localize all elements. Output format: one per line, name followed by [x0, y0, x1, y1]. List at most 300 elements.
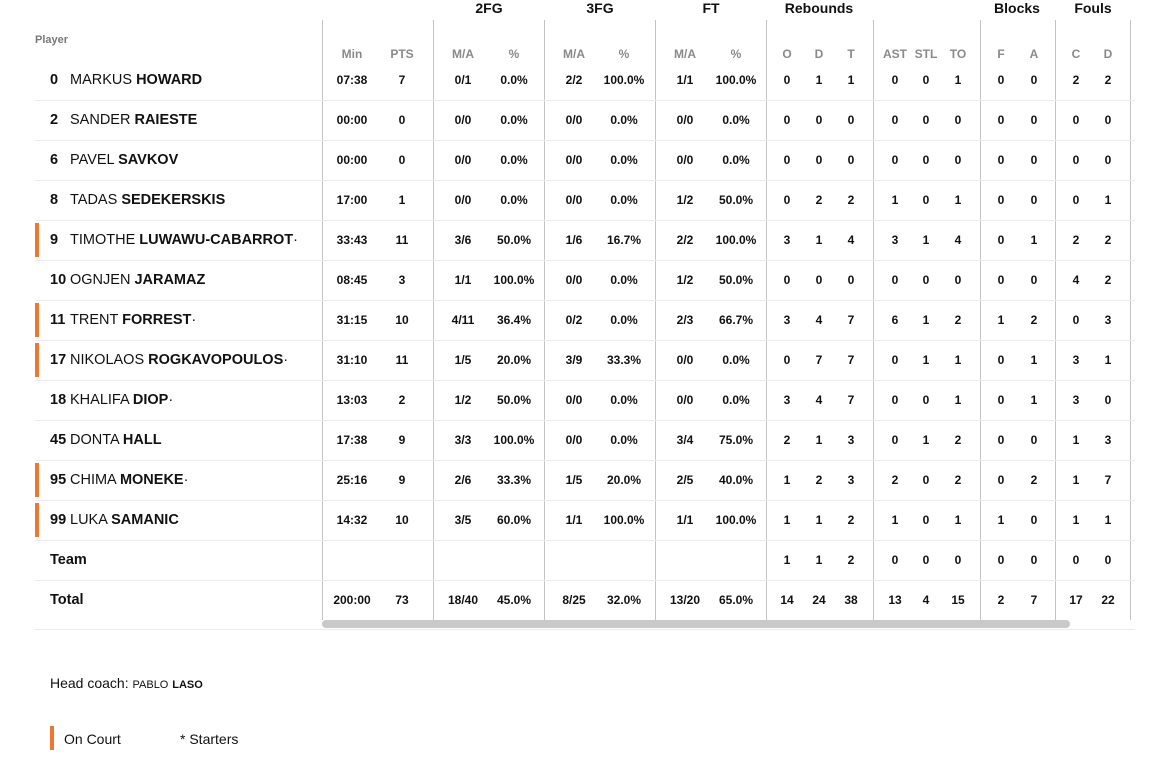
player-first-name: PAVEL [70, 152, 115, 168]
stat-ft-made-att: 1/1 [676, 513, 694, 527]
player-column-header: Player [35, 34, 69, 46]
stat-fg2-pct [484, 540, 544, 580]
starter-marker: · [283, 352, 289, 368]
stat-fouls-committed: 2 [1072, 73, 1080, 87]
stat-fouls-drawn: 22 [1101, 593, 1115, 607]
stat-to: 1 [954, 393, 962, 407]
player-row[interactable] [0, 140, 1165, 180]
stat-fg3-pct: 32.0% [606, 593, 642, 607]
head-coach [50, 675, 203, 691]
stat-fg2-made-att: 3/3 [454, 433, 472, 447]
stat-reb-def: 2 [815, 193, 823, 207]
stat-fg2-pct: 20.0% [496, 353, 532, 367]
stat-blk-against: 2 [1030, 313, 1038, 327]
on-court-indicator [35, 303, 39, 337]
stat-reb-total: 2 [847, 553, 855, 567]
stat-reb-off: 0 [783, 153, 791, 167]
starter-marker: · [183, 472, 189, 488]
stat-fg2-made-att: 3/5 [454, 513, 472, 527]
stat-reb-off: 1 [783, 473, 791, 487]
player-last-name: SAVKOV [118, 152, 179, 168]
stat-reb-off: 2 [783, 433, 791, 447]
stat-pts [372, 540, 432, 580]
stat-fg3-made-att: 0/2 [565, 313, 583, 327]
rebounds-group-header: Rebounds [784, 0, 854, 16]
team-label: Team [50, 552, 87, 568]
stat-to: 1 [954, 353, 962, 367]
stat-fouls-drawn: 3 [1104, 433, 1112, 447]
player-last-name: RAIESTE [134, 112, 198, 128]
blk-against-column-header: A [1029, 47, 1039, 61]
player-number: 6 [50, 152, 59, 168]
stat-to: 15 [951, 593, 965, 607]
stat-ft-pct: 50.0% [718, 273, 754, 287]
stat-blk-for: 0 [997, 553, 1005, 567]
stat-fg2-pct: 0.0% [500, 73, 528, 87]
stat-ft-made-att: 0/0 [676, 153, 694, 167]
stl-column-header: STL [914, 47, 938, 61]
player-last-name: FORREST [122, 312, 192, 328]
stat-stl: 0 [922, 73, 930, 87]
stat-pts: 11 [395, 353, 409, 367]
total-label: Total [50, 592, 84, 608]
stat-to: 2 [954, 313, 962, 327]
on-court-indicator [35, 503, 39, 537]
stat-reb-def: 7 [815, 353, 823, 367]
stat-fg2-made-att: 2/6 [454, 473, 472, 487]
stat-min: 08:45 [336, 273, 368, 287]
player-name[interactable] [50, 180, 225, 220]
stat-fg3-pct: 0.0% [610, 273, 638, 287]
team-row [0, 540, 1165, 580]
stat-fg3-pct: 33.3% [606, 353, 642, 367]
stat-fg2-made-att: 1/5 [454, 353, 472, 367]
player-row[interactable] [0, 220, 1165, 260]
player-row[interactable] [0, 380, 1165, 420]
stat-reb-def: 1 [815, 433, 823, 447]
player-last-name: ROGKAVOPOULOS [148, 352, 284, 368]
fouls-drawn-column-header: D [1103, 47, 1113, 61]
stat-blk-for: 0 [997, 353, 1005, 367]
stat-fouls-committed: 0 [1072, 313, 1080, 327]
stat-fouls-committed: 0 [1072, 553, 1080, 567]
stat-stl: 1 [922, 313, 930, 327]
stat-fg3-made-att: 3/9 [565, 353, 583, 367]
stat-fg2-pct: 45.0% [496, 593, 532, 607]
stat-ft-pct: 65.0% [718, 593, 754, 607]
stat-reb-off: 1 [783, 513, 791, 527]
stat-stl: 0 [922, 393, 930, 407]
stat-blk-for: 0 [997, 113, 1005, 127]
head-coach-label: Head coach: [50, 675, 129, 691]
table-bottom-divider [35, 629, 1135, 630]
stat-reb-def: 1 [815, 513, 823, 527]
stat-fouls-committed: 2 [1072, 233, 1080, 247]
stat-stl: 1 [922, 233, 930, 247]
fouls-committed-column-header: C [1071, 47, 1081, 61]
starter-marker: · [191, 312, 197, 328]
stat-pts: 0 [398, 113, 406, 127]
stat-fg3-pct: 0.0% [610, 153, 638, 167]
stat-blk-against: 1 [1030, 393, 1038, 407]
stat-blk-for: 0 [997, 473, 1005, 487]
stat-to: 0 [954, 553, 962, 567]
stat-reb-def: 1 [815, 233, 823, 247]
player-first-name: TIMOTHE [70, 232, 136, 248]
stat-fg2-made-att: 3/6 [454, 233, 472, 247]
stat-ast: 1 [891, 193, 899, 207]
stat-ft-pct: 100.0% [715, 73, 757, 87]
stat-fg2-pct: 60.0% [496, 513, 532, 527]
stat-fouls-committed: 1 [1072, 433, 1080, 447]
stat-ft-made-att: 1/2 [676, 193, 694, 207]
stat-ft-pct: 50.0% [718, 193, 754, 207]
fg3-made-att-column-header: M/A [563, 47, 585, 61]
stat-ast: 0 [891, 113, 899, 127]
stat-to: 0 [954, 153, 962, 167]
player-name[interactable] [50, 140, 178, 180]
stat-reb-total: 7 [847, 313, 855, 327]
stat-fouls-drawn: 2 [1104, 73, 1112, 87]
player-name[interactable] [50, 460, 188, 500]
stat-blk-against: 1 [1030, 353, 1038, 367]
stat-blk-against: 0 [1030, 193, 1038, 207]
stat-pts: 0 [398, 153, 406, 167]
stat-blk-against: 7 [1030, 593, 1038, 607]
blk-for-column-header: F [997, 47, 1005, 61]
stat-min: 33:43 [336, 233, 368, 247]
stat-fouls-committed: 0 [1072, 113, 1080, 127]
stat-to: 0 [954, 273, 962, 287]
stat-reb-total: 3 [847, 473, 855, 487]
stat-ft-made-att: 2/5 [676, 473, 694, 487]
stat-blk-against: 1 [1030, 233, 1038, 247]
stat-ast: 2 [891, 473, 899, 487]
stat-ast: 6 [891, 313, 899, 327]
stat-reb-def: 0 [815, 153, 823, 167]
stat-fouls-drawn: 3 [1104, 313, 1112, 327]
stat-fouls-drawn: 0 [1104, 153, 1112, 167]
player-row[interactable] [0, 460, 1165, 500]
stat-reb-total: 0 [847, 153, 855, 167]
stat-ft-made-att: 0/0 [676, 393, 694, 407]
stat-min: 25:16 [336, 473, 368, 487]
player-name[interactable] [50, 220, 298, 260]
stat-stl: 1 [922, 353, 930, 367]
stat-fg3-pct: 0.0% [610, 193, 638, 207]
player-name[interactable] [50, 260, 205, 300]
stat-fg3-made-att: 0/0 [565, 153, 583, 167]
stat-stl: 0 [922, 113, 930, 127]
player-number: 8 [50, 192, 59, 208]
stat-fouls-committed: 0 [1072, 193, 1080, 207]
stat-pts: 7 [398, 73, 406, 87]
stat-min: 17:38 [336, 433, 368, 447]
stat-pts: 10 [395, 313, 409, 327]
player-last-name: SEDEKERSKIS [121, 192, 226, 208]
stat-fg3-pct: 0.0% [610, 313, 638, 327]
player-last-name: SAMANIC [111, 512, 179, 528]
stat-fouls-drawn: 0 [1104, 393, 1112, 407]
stat-reb-off: 3 [783, 233, 791, 247]
stat-min: 13:03 [336, 393, 368, 407]
stat-blk-for: 0 [997, 233, 1005, 247]
stat-reb-total: 0 [847, 113, 855, 127]
stat-ft-pct: 100.0% [715, 233, 757, 247]
player-row[interactable] [0, 300, 1165, 340]
min-column-header: Min [341, 47, 363, 61]
starter-marker: · [168, 392, 174, 408]
player-name[interactable] [50, 420, 162, 460]
stat-ft-pct: 0.0% [722, 353, 750, 367]
stat-fg3-made-att: 0/0 [565, 393, 583, 407]
stat-fg3-made-att: 1/5 [565, 473, 583, 487]
stat-reb-total: 7 [847, 353, 855, 367]
stat-min: 07:38 [336, 73, 368, 87]
stat-fg2-made-att: 0/0 [454, 113, 472, 127]
stat-ast: 0 [891, 353, 899, 367]
player-last-name: LUWAWU-CABARROT [139, 232, 294, 248]
player-number: 95 [50, 472, 67, 488]
stat-blk-for: 0 [997, 73, 1005, 87]
stat-fg2-pct: 0.0% [500, 153, 528, 167]
player-row[interactable] [0, 180, 1165, 220]
starters-legend-label: * Starters [180, 731, 239, 747]
on-court-indicator [35, 223, 39, 257]
player-name[interactable] [50, 300, 196, 340]
player-number: 99 [50, 512, 67, 528]
fg3-pct-column-header: % [618, 47, 630, 61]
stat-stl: 1 [922, 433, 930, 447]
stat-to: 1 [954, 193, 962, 207]
stat-blk-against: 0 [1030, 273, 1038, 287]
stat-ft-made-att: 2/2 [676, 233, 694, 247]
stat-to: 4 [954, 233, 962, 247]
stat-reb-def: 2 [815, 473, 823, 487]
stat-reb-total: 4 [847, 233, 855, 247]
stat-fg2-made-att: 0/0 [454, 153, 472, 167]
stat-blk-against: 0 [1030, 553, 1038, 567]
stat-fg3-pct: 100.0% [603, 513, 645, 527]
stat-fouls-drawn: 0 [1104, 553, 1112, 567]
stat-pts: 3 [398, 273, 406, 287]
stat-ft-pct: 100.0% [715, 513, 757, 527]
player-row[interactable] [0, 340, 1165, 380]
horizontal-scrollbar[interactable] [322, 620, 1070, 628]
stat-fg2-pct: 50.0% [496, 393, 532, 407]
stat-fg3-made-att: 1/6 [565, 233, 583, 247]
player-number: 17 [50, 352, 67, 368]
stat-ft-made-att: 2/3 [676, 313, 694, 327]
stat-fg3-pct: 0.0% [610, 113, 638, 127]
reb-total-column-header: T [847, 47, 855, 61]
stat-fg2-pct: 100.0% [493, 273, 535, 287]
stat-ast: 0 [891, 393, 899, 407]
stat-fg3-made-att: 0/0 [565, 433, 583, 447]
stat-fg2-made-att: 0/1 [454, 73, 472, 87]
stat-stl: 0 [922, 513, 930, 527]
stat-reb-off: 0 [783, 193, 791, 207]
stat-ast: 0 [891, 553, 899, 567]
stat-fg2-pct: 50.0% [496, 233, 532, 247]
player-row[interactable] [0, 100, 1165, 140]
stat-fg3-pct: 0.0% [610, 433, 638, 447]
stat-reb-def: 0 [815, 113, 823, 127]
stat-reb-off: 14 [780, 593, 794, 607]
reb-off-column-header: O [782, 47, 792, 61]
stat-min: 00:00 [336, 113, 368, 127]
player-row[interactable] [0, 60, 1165, 100]
stat-blk-for: 0 [997, 193, 1005, 207]
stat-min: 14:32 [336, 513, 368, 527]
stat-reb-total: 1 [847, 73, 855, 87]
stat-blk-for: 2 [997, 593, 1005, 607]
player-name[interactable] [50, 500, 179, 540]
player-last-name: DIOP [132, 392, 169, 408]
stat-fouls-drawn: 1 [1104, 193, 1112, 207]
stat-ast: 13 [888, 593, 902, 607]
stat-blk-against: 0 [1030, 433, 1038, 447]
stat-fg2-pct: 0.0% [500, 193, 528, 207]
fg2-made-att-column-header: M/A [452, 47, 474, 61]
stat-min: 00:00 [336, 153, 368, 167]
player-name[interactable] [50, 60, 202, 100]
player-number: 0 [50, 72, 59, 88]
stat-ft-made-att: 0/0 [676, 353, 694, 367]
on-court-indicator [35, 463, 39, 497]
stat-min: 31:10 [336, 353, 368, 367]
stat-ast: 0 [891, 73, 899, 87]
stat-blk-for: 0 [997, 433, 1005, 447]
player-row[interactable] [0, 420, 1165, 460]
stat-reb-total: 3 [847, 433, 855, 447]
player-first-name: CHIMA [70, 472, 116, 488]
player-name[interactable] [50, 340, 288, 380]
stat-pts: 11 [395, 233, 409, 247]
stat-blk-against: 0 [1030, 153, 1038, 167]
on-court-legend-label: On Court [64, 731, 121, 747]
player-first-name: LUKA [70, 512, 108, 528]
stat-ft-made-att: 1/1 [676, 73, 694, 87]
stat-fg3-made-att: 0/0 [565, 273, 583, 287]
stat-reb-def: 1 [815, 73, 823, 87]
head-coach-first-name: PABLO [132, 679, 169, 691]
stat-ft-pct: 0.0% [722, 393, 750, 407]
stat-reb-total: 2 [847, 513, 855, 527]
player-first-name: SANDER [70, 112, 131, 128]
stat-blk-for: 1 [997, 513, 1005, 527]
player-first-name: TADAS [70, 192, 118, 208]
stat-reb-total: 38 [844, 593, 858, 607]
stat-to: 0 [954, 113, 962, 127]
stat-ft-pct: 66.7% [718, 313, 754, 327]
stat-fouls-committed: 1 [1072, 513, 1080, 527]
stat-fg3-made-att: 0/0 [565, 113, 583, 127]
player-first-name: MARKUS [70, 72, 133, 88]
stat-blk-against: 0 [1030, 513, 1038, 527]
stat-reb-total: 2 [847, 193, 855, 207]
stat-fg3-pct [594, 540, 654, 580]
player-number: 18 [50, 392, 67, 408]
stat-ast: 3 [891, 233, 899, 247]
ast-column-header: AST [883, 47, 907, 61]
ft-group-header: FT [702, 0, 720, 16]
stat-reb-def: 4 [815, 393, 823, 407]
stat-stl: 0 [922, 473, 930, 487]
on-court-indicator [35, 343, 39, 377]
player-row[interactable] [0, 260, 1165, 300]
stat-pts: 1 [398, 193, 406, 207]
stat-fg2-pct: 33.3% [496, 473, 532, 487]
player-row[interactable] [0, 500, 1165, 540]
stat-ast: 0 [891, 153, 899, 167]
stat-fouls-drawn: 0 [1104, 113, 1112, 127]
stat-reb-def: 0 [815, 273, 823, 287]
head-coach-last-name: LASO [172, 679, 203, 691]
stat-reb-def: 1 [815, 553, 823, 567]
stat-fg3-made-att: 0/0 [565, 193, 583, 207]
stat-pts: 9 [398, 473, 406, 487]
stat-to: 2 [954, 433, 962, 447]
stat-ft-made-att: 13/20 [669, 593, 701, 607]
stat-min: 200:00 [333, 593, 371, 607]
stat-to: 2 [954, 473, 962, 487]
stat-fg2-pct: 100.0% [493, 433, 535, 447]
player-first-name: TRENT [70, 312, 119, 328]
player-name[interactable] [50, 380, 173, 420]
player-last-name: MONEKE [119, 472, 184, 488]
player-last-name: HOWARD [136, 72, 203, 88]
stat-ft-made-att: 1/2 [676, 273, 694, 287]
stat-reb-def: 4 [815, 313, 823, 327]
player-first-name: NIKOLAOS [70, 352, 145, 368]
stat-blk-against: 0 [1030, 73, 1038, 87]
stat-blk-for: 0 [997, 153, 1005, 167]
stat-reb-off: 0 [783, 353, 791, 367]
stat-stl: 0 [922, 273, 930, 287]
stat-blk-for: 0 [997, 393, 1005, 407]
ft-made-att-column-header: M/A [674, 47, 696, 61]
stat-fouls-committed: 0 [1072, 153, 1080, 167]
stat-fouls-committed: 17 [1069, 593, 1083, 607]
on-court-legend-marker [50, 726, 54, 750]
3fg-group-header: 3FG [586, 0, 614, 16]
stat-min: 17:00 [336, 193, 368, 207]
stat-ft-pct: 75.0% [718, 433, 754, 447]
player-name[interactable] [50, 100, 197, 140]
stat-reb-total: 0 [847, 273, 855, 287]
stat-pts: 9 [398, 433, 406, 447]
stat-fouls-drawn: 1 [1104, 353, 1112, 367]
stat-fg2-pct: 0.0% [500, 113, 528, 127]
blocks-group-header: Blocks [994, 0, 1040, 16]
starter-marker: · [293, 232, 298, 248]
stat-fg2-made-att: 1/1 [454, 273, 472, 287]
total-row [0, 580, 1165, 620]
player-number: 9 [50, 232, 59, 248]
stat-ft-pct: 40.0% [718, 473, 754, 487]
stat-reb-off: 3 [783, 393, 791, 407]
stat-fouls-drawn: 7 [1104, 473, 1112, 487]
stat-reb-off: 0 [783, 273, 791, 287]
stat-reb-off: 3 [783, 313, 791, 327]
stat-pts: 10 [395, 513, 409, 527]
fouls-group-header: Fouls [1074, 0, 1112, 16]
stat-fg2-made-att: 1/2 [454, 393, 472, 407]
stat-to: 1 [954, 73, 962, 87]
stat-blk-for: 0 [997, 273, 1005, 287]
player-first-name: DONTA [70, 432, 119, 448]
